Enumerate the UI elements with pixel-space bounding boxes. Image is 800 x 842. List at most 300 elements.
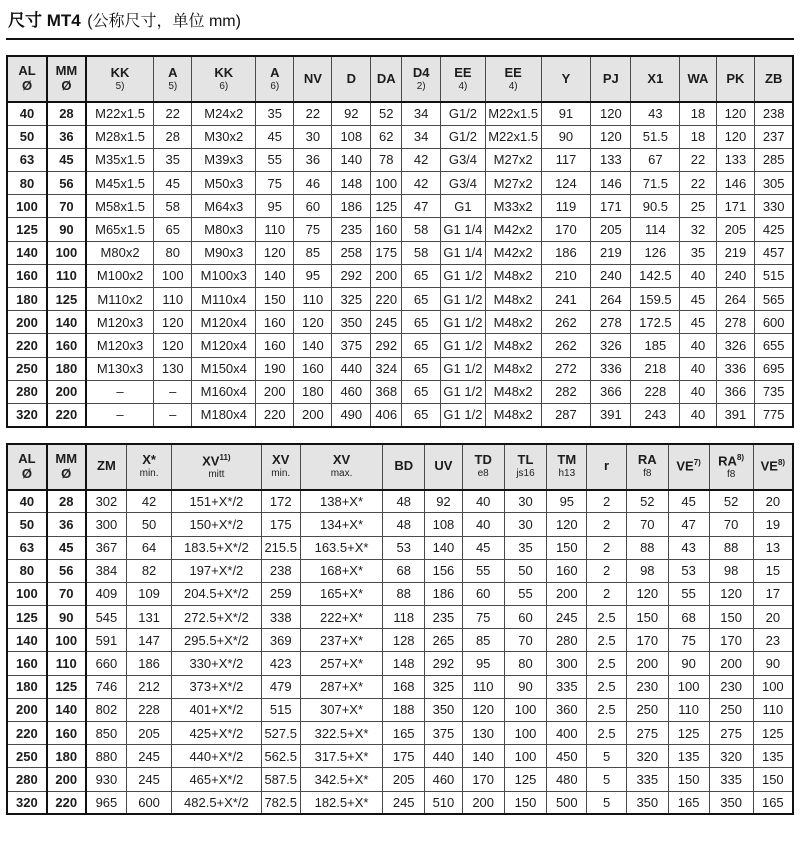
cell-tm: 200 bbox=[547, 582, 587, 605]
cell-zb: 305 bbox=[755, 172, 793, 195]
cell-uv: 140 bbox=[425, 536, 463, 559]
cell-wa: 45 bbox=[680, 288, 716, 311]
cell-xvmin: 172 bbox=[261, 490, 300, 513]
cell-ee1: G1 1/2 bbox=[441, 357, 486, 380]
header-row bbox=[7, 56, 793, 102]
cell-xvmin: 259 bbox=[261, 582, 300, 605]
cell-a6: 120 bbox=[256, 241, 294, 264]
cell-kk5: M45x1.5 bbox=[86, 172, 154, 195]
cell-uv: 156 bbox=[425, 559, 463, 582]
cell-ve8: 100 bbox=[753, 675, 793, 698]
cell-ee1: G3/4 bbox=[441, 148, 486, 171]
cell-xmin: 131 bbox=[127, 606, 172, 629]
cell-pj: 205 bbox=[591, 218, 631, 241]
cell-kk6: M110x4 bbox=[192, 288, 256, 311]
cell-nv: 60 bbox=[294, 195, 332, 218]
column-header-ve8: VE$^{8)}$ bbox=[753, 444, 793, 490]
cell-nv: 200 bbox=[294, 403, 332, 426]
cell-x1: 243 bbox=[631, 403, 680, 426]
cell-x1: 185 bbox=[631, 334, 680, 357]
cell-r: 2.5 bbox=[587, 652, 627, 675]
table-row bbox=[7, 768, 793, 791]
cell-xvmax: 317.5+X* bbox=[300, 745, 383, 768]
cell-ee1: G1 1/4 bbox=[441, 218, 486, 241]
cell-zb: 285 bbox=[755, 148, 793, 171]
cell-pk: 264 bbox=[716, 288, 755, 311]
cell-xvmitt: 183.5+X*/2 bbox=[172, 536, 262, 559]
cell-ee2: M48x2 bbox=[485, 334, 541, 357]
cell-d: 490 bbox=[332, 403, 371, 426]
cell-da: 78 bbox=[371, 148, 402, 171]
cell-ra8: 88 bbox=[709, 536, 753, 559]
table-row bbox=[7, 791, 793, 814]
cell-ra: 230 bbox=[626, 675, 668, 698]
column-header-pj: PJ bbox=[591, 56, 631, 102]
cell-tl: 35 bbox=[504, 536, 547, 559]
cell-r: 2 bbox=[587, 582, 627, 605]
cell-mm: 110 bbox=[47, 652, 86, 675]
cell-kk5: M110x2 bbox=[86, 288, 154, 311]
cell-ee1: G1 1/2 bbox=[441, 334, 486, 357]
column-header-xmin: X* min. bbox=[127, 444, 172, 490]
cell-al: 200 bbox=[7, 698, 47, 721]
cell-d4: 65 bbox=[402, 311, 441, 334]
cell-uv: 186 bbox=[425, 582, 463, 605]
column-header-xvmitt: XV$^{11)}$ mitt bbox=[172, 444, 262, 490]
cell-td: 85 bbox=[462, 629, 504, 652]
cell-tm: 95 bbox=[547, 490, 587, 513]
table-row bbox=[7, 357, 793, 380]
cell-kk6: M120x4 bbox=[192, 334, 256, 357]
cell-x1: 228 bbox=[631, 380, 680, 403]
cell-ve8: 125 bbox=[753, 722, 793, 745]
cell-pj: 391 bbox=[591, 403, 631, 426]
cell-bd: 48 bbox=[383, 513, 425, 536]
cell-al: 63 bbox=[7, 536, 47, 559]
cell-mm: 28 bbox=[47, 102, 86, 125]
cell-ve8: 19 bbox=[753, 513, 793, 536]
cell-tm: 400 bbox=[547, 722, 587, 745]
cell-uv: 440 bbox=[425, 745, 463, 768]
cell-d4: 42 bbox=[402, 148, 441, 171]
cell-ve7: 100 bbox=[668, 675, 709, 698]
cell-xvmin: 527.5 bbox=[261, 722, 300, 745]
column-header-ra: RA f8 bbox=[626, 444, 668, 490]
table-row bbox=[7, 241, 793, 264]
cell-zb: 600 bbox=[755, 311, 793, 334]
cell-ee2: M33x2 bbox=[485, 195, 541, 218]
cell-al: 140 bbox=[7, 629, 47, 652]
cell-pk: 240 bbox=[716, 264, 755, 287]
cell-xvmitt: 482.5+X*/2 bbox=[172, 791, 262, 814]
cell-td: 200 bbox=[462, 791, 504, 814]
cell-x1: 114 bbox=[631, 218, 680, 241]
cell-uv: 235 bbox=[425, 606, 463, 629]
cell-r: 2.5 bbox=[587, 675, 627, 698]
table-row bbox=[7, 334, 793, 357]
cell-y: 210 bbox=[541, 264, 591, 287]
cell-mm: 125 bbox=[47, 288, 86, 311]
cell-d4: 58 bbox=[402, 218, 441, 241]
cell-mm: 140 bbox=[47, 698, 86, 721]
cell-ra: 250 bbox=[626, 698, 668, 721]
cell-mm: 70 bbox=[47, 582, 86, 605]
cell-d: 92 bbox=[332, 102, 371, 125]
cell-bd: 148 bbox=[383, 652, 425, 675]
cell-ra: 70 bbox=[626, 513, 668, 536]
cell-ra: 120 bbox=[626, 582, 668, 605]
cell-ee1: G1 1/4 bbox=[441, 241, 486, 264]
cell-al: 160 bbox=[7, 264, 47, 287]
cell-ee2: M48x2 bbox=[485, 311, 541, 334]
cell-ve8: 150 bbox=[753, 768, 793, 791]
cell-a6: 75 bbox=[256, 172, 294, 195]
cell-y: 91 bbox=[541, 102, 591, 125]
cell-da: 52 bbox=[371, 102, 402, 125]
cell-a5: 130 bbox=[154, 357, 192, 380]
cell-xvmitt: 150+X*/2 bbox=[172, 513, 262, 536]
cell-tl: 60 bbox=[504, 606, 547, 629]
cell-wa: 40 bbox=[680, 403, 716, 426]
cell-kk6: M24x2 bbox=[192, 102, 256, 125]
cell-ve7: 53 bbox=[668, 559, 709, 582]
cell-tm: 280 bbox=[547, 629, 587, 652]
cell-tm: 335 bbox=[547, 675, 587, 698]
cell-xvmax: 322.5+X* bbox=[300, 722, 383, 745]
cell-zm: 965 bbox=[86, 791, 127, 814]
cell-a5: 65 bbox=[154, 218, 192, 241]
cell-bd: 53 bbox=[383, 536, 425, 559]
cell-bd: 245 bbox=[383, 791, 425, 814]
cell-a6: 140 bbox=[256, 264, 294, 287]
cell-al: 50 bbox=[7, 125, 47, 148]
cell-zm: 880 bbox=[86, 745, 127, 768]
cell-tm: 360 bbox=[547, 698, 587, 721]
cell-d: 350 bbox=[332, 311, 371, 334]
cell-ve7: 45 bbox=[668, 490, 709, 513]
cell-al: 220 bbox=[7, 334, 47, 357]
cell-xvmax: 168+X* bbox=[300, 559, 383, 582]
cell-tm: 120 bbox=[547, 513, 587, 536]
cell-xvmax: 222+X* bbox=[300, 606, 383, 629]
cell-pj: 278 bbox=[591, 311, 631, 334]
cell-zb: 695 bbox=[755, 357, 793, 380]
cell-pj: 171 bbox=[591, 195, 631, 218]
cell-bd: 128 bbox=[383, 629, 425, 652]
cell-uv: 265 bbox=[425, 629, 463, 652]
table-row bbox=[7, 629, 793, 652]
cell-nv: 160 bbox=[294, 357, 332, 380]
cell-ve7: 90 bbox=[668, 652, 709, 675]
table-row bbox=[7, 125, 793, 148]
cell-nv: 75 bbox=[294, 218, 332, 241]
cell-pk: 326 bbox=[716, 334, 755, 357]
cell-xvmin: 238 bbox=[261, 559, 300, 582]
cell-xmin: 212 bbox=[127, 675, 172, 698]
cell-tl: 90 bbox=[504, 675, 547, 698]
cell-kk5: M65x1.5 bbox=[86, 218, 154, 241]
cell-zm: 545 bbox=[86, 606, 127, 629]
cell-ee1: G1/2 bbox=[441, 102, 486, 125]
cell-pk: 133 bbox=[716, 148, 755, 171]
cell-y: 262 bbox=[541, 311, 591, 334]
cell-a6: 160 bbox=[256, 334, 294, 357]
cell-nv: 30 bbox=[294, 125, 332, 148]
cell-ve8: 20 bbox=[753, 606, 793, 629]
cell-mm: 36 bbox=[47, 513, 86, 536]
cell-nv: 120 bbox=[294, 311, 332, 334]
cell-kk6: M160x4 bbox=[192, 380, 256, 403]
cell-ra: 150 bbox=[626, 606, 668, 629]
cell-r: 5 bbox=[587, 745, 627, 768]
cell-zm: 409 bbox=[86, 582, 127, 605]
cell-bd: 205 bbox=[383, 768, 425, 791]
cell-wa: 35 bbox=[680, 241, 716, 264]
cell-a6: 35 bbox=[256, 102, 294, 125]
cell-ve8: 90 bbox=[753, 652, 793, 675]
cell-zm: 384 bbox=[86, 559, 127, 582]
cell-xvmin: 175 bbox=[261, 513, 300, 536]
cell-da: 368 bbox=[371, 380, 402, 403]
cell-zb: 515 bbox=[755, 264, 793, 287]
cell-bd: 175 bbox=[383, 745, 425, 768]
cell-ee2: M22x1.5 bbox=[485, 102, 541, 125]
cell-ve8: 165 bbox=[753, 791, 793, 814]
cell-xvmitt: 197+X*/2 bbox=[172, 559, 262, 582]
column-header-mm: MM Ø bbox=[47, 56, 86, 102]
cell-zm: 302 bbox=[86, 490, 127, 513]
cell-pj: 146 bbox=[591, 172, 631, 195]
cell-xvmitt: 425+X*/2 bbox=[172, 722, 262, 745]
cell-xvmitt: 373+X*/2 bbox=[172, 675, 262, 698]
cell-a6: 55 bbox=[256, 148, 294, 171]
cell-kk5: M120x3 bbox=[86, 334, 154, 357]
cell-wa: 40 bbox=[680, 264, 716, 287]
cell-pj: 219 bbox=[591, 241, 631, 264]
cell-xmin: 64 bbox=[127, 536, 172, 559]
cell-al: 180 bbox=[7, 288, 47, 311]
cell-ra8: 230 bbox=[709, 675, 753, 698]
cell-xvmin: 515 bbox=[261, 698, 300, 721]
cell-y: 262 bbox=[541, 334, 591, 357]
cell-zm: 591 bbox=[86, 629, 127, 652]
cell-zb: 330 bbox=[755, 195, 793, 218]
cell-a6: 45 bbox=[256, 125, 294, 148]
cell-ee2: M48x2 bbox=[485, 357, 541, 380]
cell-ra8: 320 bbox=[709, 745, 753, 768]
cell-kk5: M22x1.5 bbox=[86, 102, 154, 125]
cell-kk6: M150x4 bbox=[192, 357, 256, 380]
cell-r: 5 bbox=[587, 791, 627, 814]
cell-ve7: 55 bbox=[668, 582, 709, 605]
table-gap bbox=[6, 428, 794, 443]
cell-d: 292 bbox=[332, 264, 371, 287]
column-header-kk5: KK 5) bbox=[86, 56, 154, 102]
cell-zm: 367 bbox=[86, 536, 127, 559]
cell-zb: 457 bbox=[755, 241, 793, 264]
cell-kk6: M50x3 bbox=[192, 172, 256, 195]
cell-ve7: 150 bbox=[668, 768, 709, 791]
cell-kk6: M90x3 bbox=[192, 241, 256, 264]
cell-bd: 48 bbox=[383, 490, 425, 513]
cell-a5: 35 bbox=[154, 148, 192, 171]
cell-wa: 40 bbox=[680, 334, 716, 357]
cell-xvmitt: 440+X*/2 bbox=[172, 745, 262, 768]
cell-pk: 391 bbox=[716, 403, 755, 426]
cell-nv: 36 bbox=[294, 148, 332, 171]
cell-ee1: G3/4 bbox=[441, 172, 486, 195]
cell-a5: 58 bbox=[154, 195, 192, 218]
table-row bbox=[7, 264, 793, 287]
cell-wa: 40 bbox=[680, 380, 716, 403]
cell-al: 125 bbox=[7, 606, 47, 629]
cell-a5: 110 bbox=[154, 288, 192, 311]
cell-xvmitt: 204.5+X*/2 bbox=[172, 582, 262, 605]
cell-mm: 180 bbox=[47, 357, 86, 380]
cell-da: 406 bbox=[371, 403, 402, 426]
cell-al: 40 bbox=[7, 102, 47, 125]
cell-pk: 278 bbox=[716, 311, 755, 334]
cell-x1: 90.5 bbox=[631, 195, 680, 218]
cell-bd: 188 bbox=[383, 698, 425, 721]
column-header-d: D bbox=[332, 56, 371, 102]
cell-zb: 238 bbox=[755, 102, 793, 125]
cell-mm: 45 bbox=[47, 148, 86, 171]
cell-td: 55 bbox=[462, 559, 504, 582]
cell-mm: 70 bbox=[47, 195, 86, 218]
title-paren: (公称尺寸，单位 mm) bbox=[87, 13, 241, 30]
cell-d: 440 bbox=[332, 357, 371, 380]
cell-r: 2.5 bbox=[587, 698, 627, 721]
cell-kk6: M100x3 bbox=[192, 264, 256, 287]
column-header-td: TD e8 bbox=[462, 444, 504, 490]
cell-d4: 34 bbox=[402, 102, 441, 125]
cell-xmin: 109 bbox=[127, 582, 172, 605]
cell-xvmax: 163.5+X* bbox=[300, 536, 383, 559]
table-row bbox=[7, 745, 793, 768]
cell-uv: 350 bbox=[425, 698, 463, 721]
cell-nv: 46 bbox=[294, 172, 332, 195]
cell-xmin: 205 bbox=[127, 722, 172, 745]
cell-uv: 292 bbox=[425, 652, 463, 675]
cell-kk6: M180x4 bbox=[192, 403, 256, 426]
cell-pk: 146 bbox=[716, 172, 755, 195]
column-header-ra8: RA$^{8)}$ f8 bbox=[709, 444, 753, 490]
cell-nv: 22 bbox=[294, 102, 332, 125]
column-header-ee1: EE 4) bbox=[441, 56, 486, 102]
cell-ra8: 120 bbox=[709, 582, 753, 605]
column-header-ve7: VE$^{7)}$ bbox=[668, 444, 709, 490]
cell-pj: 120 bbox=[591, 125, 631, 148]
cell-mm: 56 bbox=[47, 172, 86, 195]
cell-x1: 172.5 bbox=[631, 311, 680, 334]
cell-al: 40 bbox=[7, 490, 47, 513]
column-header-uv: UV bbox=[425, 444, 463, 490]
cell-td: 110 bbox=[462, 675, 504, 698]
cell-da: 324 bbox=[371, 357, 402, 380]
cell-ve7: 125 bbox=[668, 722, 709, 745]
cell-ee1: G1 1/2 bbox=[441, 311, 486, 334]
cell-xvmin: 338 bbox=[261, 606, 300, 629]
column-header-tl: TL js16 bbox=[504, 444, 547, 490]
cell-y: 282 bbox=[541, 380, 591, 403]
cell-pj: 240 bbox=[591, 264, 631, 287]
cell-al: 180 bbox=[7, 675, 47, 698]
cell-a6: 200 bbox=[256, 380, 294, 403]
table-row bbox=[7, 559, 793, 582]
cell-a5: 120 bbox=[154, 334, 192, 357]
cell-da: 175 bbox=[371, 241, 402, 264]
cell-zm: 802 bbox=[86, 698, 127, 721]
cell-tl: 125 bbox=[504, 768, 547, 791]
cell-r: 5 bbox=[587, 768, 627, 791]
cell-y: 186 bbox=[541, 241, 591, 264]
cell-al: 320 bbox=[7, 791, 47, 814]
cell-a5: 120 bbox=[154, 311, 192, 334]
cell-y: 170 bbox=[541, 218, 591, 241]
cell-da: 245 bbox=[371, 311, 402, 334]
cell-ee1: G1 1/2 bbox=[441, 380, 486, 403]
cell-xvmax: 257+X* bbox=[300, 652, 383, 675]
cell-ve8: 17 bbox=[753, 582, 793, 605]
cell-zb: 735 bbox=[755, 380, 793, 403]
cell-kk5: M120x3 bbox=[86, 311, 154, 334]
cell-xvmax: 182.5+X* bbox=[300, 791, 383, 814]
cell-tm: 300 bbox=[547, 652, 587, 675]
cell-a5: – bbox=[154, 403, 192, 426]
cell-ve8: 23 bbox=[753, 629, 793, 652]
cell-a5: 45 bbox=[154, 172, 192, 195]
cell-kk5: – bbox=[86, 380, 154, 403]
cell-pk: 336 bbox=[716, 357, 755, 380]
cell-r: 2.5 bbox=[587, 629, 627, 652]
cell-y: 287 bbox=[541, 403, 591, 426]
cell-x1: 218 bbox=[631, 357, 680, 380]
cell-d: 108 bbox=[332, 125, 371, 148]
cell-zm: 660 bbox=[86, 652, 127, 675]
cell-ra: 200 bbox=[626, 652, 668, 675]
cell-al: 100 bbox=[7, 195, 47, 218]
cell-a6: 160 bbox=[256, 311, 294, 334]
cell-d: 258 bbox=[332, 241, 371, 264]
column-header-x1: X1 bbox=[631, 56, 680, 102]
cell-ee2: M22x1.5 bbox=[485, 125, 541, 148]
cell-xmin: 186 bbox=[127, 652, 172, 675]
cell-al: 160 bbox=[7, 652, 47, 675]
title-main: 尺寸 MT4 bbox=[8, 11, 81, 30]
cell-a6: 110 bbox=[256, 218, 294, 241]
cell-al: 220 bbox=[7, 722, 47, 745]
cell-td: 75 bbox=[462, 606, 504, 629]
cell-nv: 85 bbox=[294, 241, 332, 264]
cell-mm: 100 bbox=[47, 241, 86, 264]
cell-td: 140 bbox=[462, 745, 504, 768]
cell-a5: 80 bbox=[154, 241, 192, 264]
cell-xvmitt: 151+X*/2 bbox=[172, 490, 262, 513]
column-header-nv: NV bbox=[294, 56, 332, 102]
table-row bbox=[7, 722, 793, 745]
cell-r: 2 bbox=[587, 490, 627, 513]
cell-td: 170 bbox=[462, 768, 504, 791]
cell-y: 117 bbox=[541, 148, 591, 171]
column-header-d4: D4 2) bbox=[402, 56, 441, 102]
cell-uv: 510 bbox=[425, 791, 463, 814]
cell-mm: 36 bbox=[47, 125, 86, 148]
cell-ee1: G1 1/2 bbox=[441, 403, 486, 426]
cell-td: 120 bbox=[462, 698, 504, 721]
cell-ra: 88 bbox=[626, 536, 668, 559]
cell-ee1: G1 1/2 bbox=[441, 288, 486, 311]
